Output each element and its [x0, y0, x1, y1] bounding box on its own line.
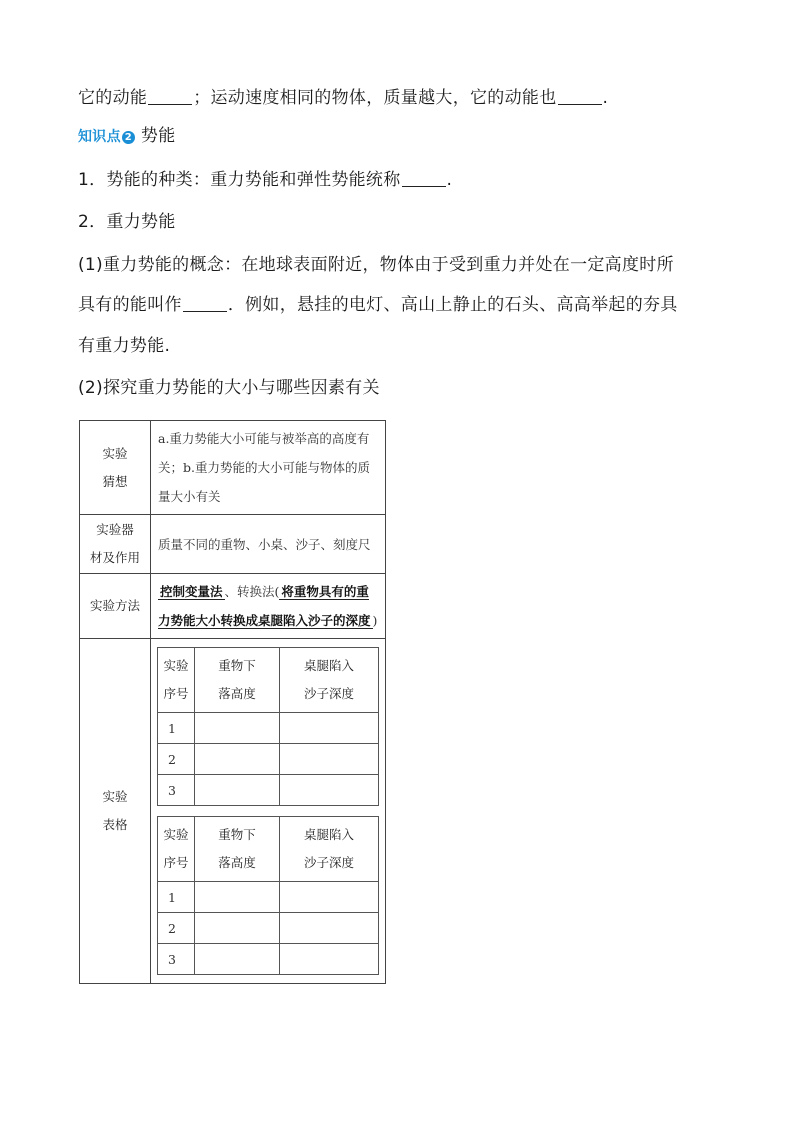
record-table-1	[157, 647, 379, 806]
text-segment: 2．重力势能	[78, 212, 176, 232]
label-text: 实验	[102, 445, 128, 461]
item-gravitational-energy	[78, 210, 176, 234]
header-text: 序号	[163, 855, 189, 870]
height-cell[interactable]	[195, 713, 280, 744]
label-text: 实验	[102, 789, 128, 804]
knowledge-point-title: 势能	[140, 126, 176, 146]
table-row	[80, 421, 386, 515]
concept-line-1	[78, 253, 674, 277]
header-cell-depth	[280, 648, 379, 713]
record-table-header	[158, 817, 379, 882]
depth-cell[interactable]	[280, 944, 379, 975]
header-text: 序号	[163, 686, 189, 701]
height-cell[interactable]	[195, 744, 280, 775]
height-cell[interactable]	[195, 775, 280, 806]
trial-number: 3	[158, 775, 195, 806]
text-segment: 具有的能叫作	[78, 295, 182, 315]
table-row	[80, 515, 386, 574]
text-segment: 有重力势能.	[78, 336, 171, 356]
text-segment: .	[602, 88, 609, 108]
row-label-hypothesis	[80, 421, 151, 515]
record-row	[158, 882, 379, 913]
record-row	[158, 944, 379, 975]
record-row	[158, 775, 379, 806]
record-table-header	[158, 648, 379, 713]
depth-cell[interactable]	[280, 744, 379, 775]
knowledge-point-tag: 知识点	[78, 129, 121, 145]
trial-number: 1	[158, 882, 195, 913]
text-line-kinetic-energy	[78, 86, 608, 110]
header-text: 实验	[163, 827, 189, 842]
concept-line-2	[78, 293, 678, 317]
header-cell-height	[195, 817, 280, 882]
row-label-method	[80, 574, 151, 639]
table-row	[80, 639, 386, 984]
label-text: 材及作用	[89, 550, 140, 565]
header-cell-height	[195, 648, 280, 713]
item-energy-types	[78, 168, 452, 192]
answer-blank[interactable]	[148, 86, 192, 105]
hypothesis-content: a.重力势能大小可能与被举高的高度有关；b.重力势能的大小可能与物体的质量大小有关	[151, 421, 386, 515]
record-row	[158, 913, 379, 944]
depth-cell[interactable]	[280, 882, 379, 913]
data-tables-container	[151, 639, 386, 984]
height-cell[interactable]	[195, 913, 280, 944]
answer-blank[interactable]	[183, 293, 227, 312]
explore-title	[78, 376, 380, 400]
header-cell-trial	[158, 648, 195, 713]
trial-number: 2	[158, 913, 195, 944]
header-cell-depth	[280, 817, 379, 882]
label-text: 猜想	[102, 473, 128, 489]
method-content	[151, 574, 386, 639]
text-segment: ．例如，悬挂的电灯、高山上静止的石头、高高举起的夯具	[227, 295, 678, 315]
record-row	[158, 713, 379, 744]
text-segment: .	[446, 170, 453, 190]
header-text: 沙子深度	[303, 855, 354, 870]
header-text: 重物下	[218, 658, 256, 673]
trial-number: 1	[158, 713, 195, 744]
depth-cell[interactable]	[280, 775, 379, 806]
answer-blank[interactable]	[402, 168, 446, 187]
header-cell-trial	[158, 817, 195, 882]
trial-number: 2	[158, 744, 195, 775]
record-row	[158, 744, 379, 775]
answer-control-variables: 控制变量法	[160, 584, 223, 599]
text-segment: (1)重力势能的概念：在地球表面附近，物体由于受到重力并处在一定高度时所	[78, 255, 674, 275]
knowledge-point-heading	[78, 124, 176, 149]
text-segment: (2)探究重力势能的大小与哪些因素有关	[78, 378, 380, 398]
concept-line-3	[78, 334, 170, 358]
depth-cell[interactable]	[280, 913, 379, 944]
header-text: 桌腿陷入	[303, 658, 354, 673]
label-text: 实验方法	[89, 598, 140, 613]
header-text: 重物下	[218, 827, 256, 842]
label-text: 实验器	[96, 522, 134, 537]
header-text: 落高度	[218, 686, 256, 701]
depth-cell[interactable]	[280, 713, 379, 744]
text-segment: )	[372, 613, 378, 628]
table-row	[80, 574, 386, 639]
height-cell[interactable]	[195, 944, 280, 975]
answer-blank[interactable]	[558, 86, 602, 105]
experiment-table	[79, 420, 386, 984]
header-text: 沙子深度	[303, 686, 354, 701]
label-text: 表格	[102, 817, 128, 832]
text-segment: 1．势能的种类：重力势能和弹性势能统称	[78, 170, 401, 190]
text-segment: 、转换法(	[224, 584, 280, 599]
equipment-content: 质量不同的重物、小桌、沙子、刻度尺	[151, 515, 386, 574]
trial-number: 3	[158, 944, 195, 975]
header-text: 桌腿陷入	[303, 827, 354, 842]
text-segment: ；运动速度相同的物体，质量越大，它的动能也	[193, 88, 557, 108]
header-text: 落高度	[218, 855, 256, 870]
text-segment: 它的动能	[78, 88, 148, 108]
row-label-data-table	[80, 639, 151, 984]
record-table-2	[157, 816, 379, 975]
answer-conversion-method: 将重物具有的重力势能大小转换成桌腿陷入沙子的深度	[158, 584, 371, 628]
height-cell[interactable]	[195, 882, 280, 913]
knowledge-point-number-badge: 2	[122, 131, 135, 144]
row-label-equipment	[80, 515, 151, 574]
header-text: 实验	[163, 658, 189, 673]
